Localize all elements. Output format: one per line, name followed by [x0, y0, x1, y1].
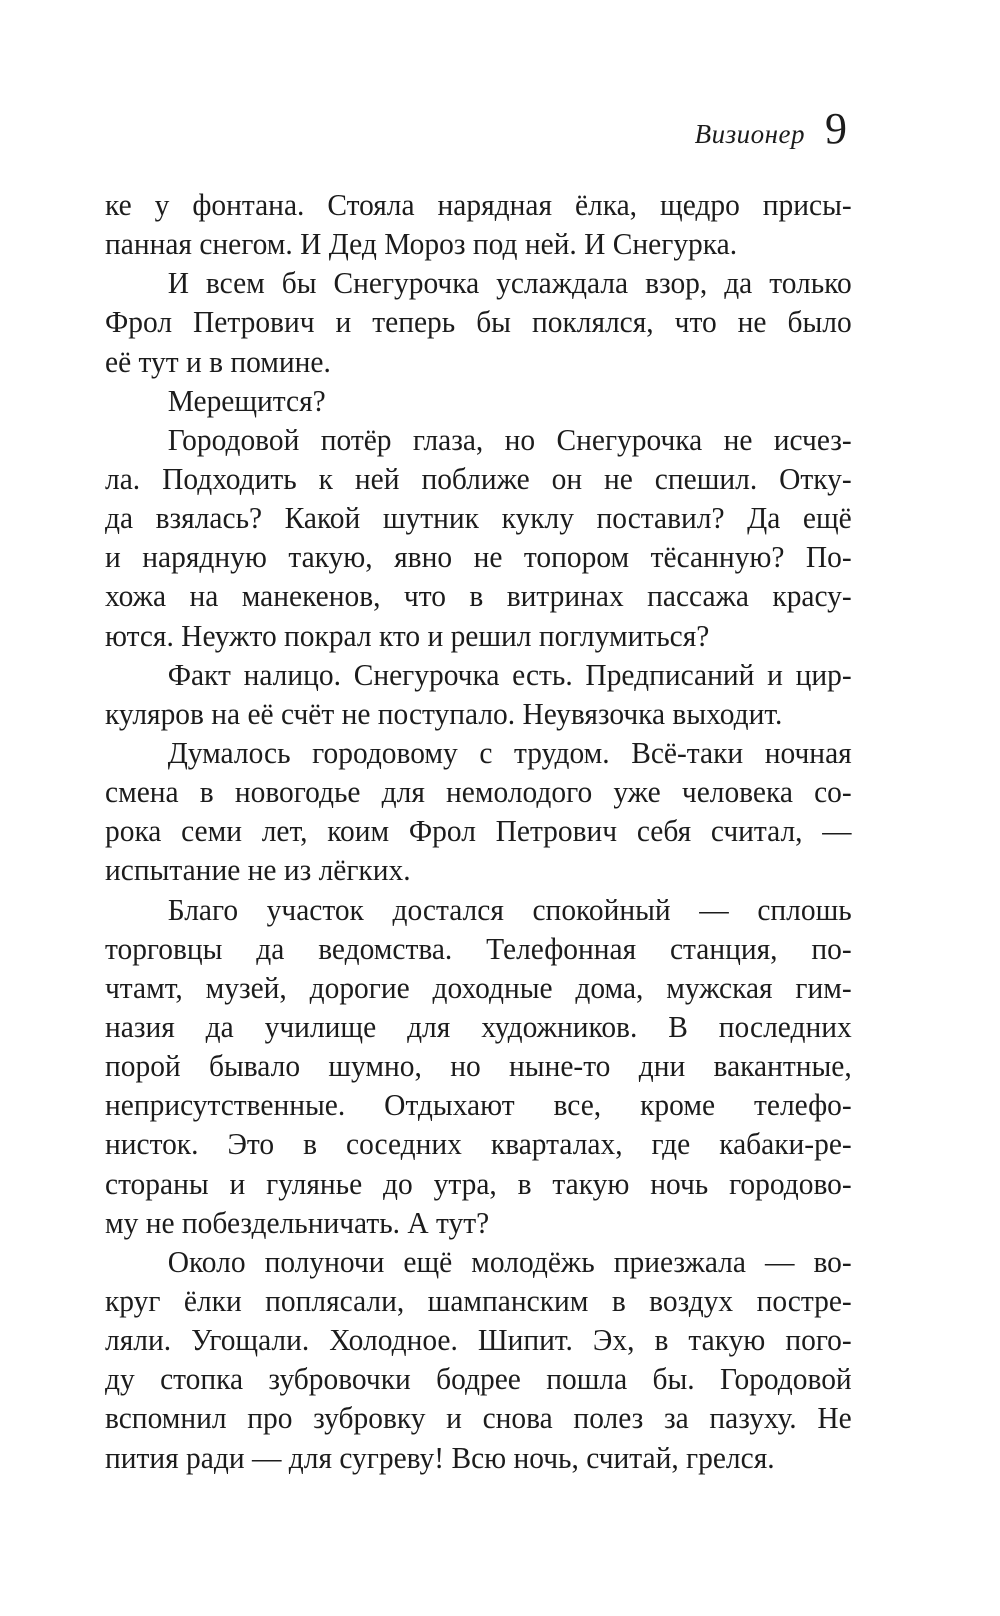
text-line: Около полуночи ещё молодёжь приезжала — во-	[167, 1243, 852, 1279]
text-line: торговцы да ведомства. Телефонная станция, по-	[105, 930, 852, 966]
page-number: 9	[825, 104, 847, 153]
text-line: пития ради — для сугреву! Всю ночь, считай, грелся.	[105, 1439, 775, 1475]
text-line: смена в новогодье для немолодого уже человека со-	[105, 774, 852, 810]
text-line: му не побездельничать. А тут?	[105, 1204, 490, 1240]
text-line: ду стопка зубровочки бодрее пошла бы. Городовой	[105, 1361, 852, 1397]
running-title: Визионер	[694, 119, 805, 149]
body-text	[105, 185, 852, 1477]
text-line: да взялась? Какой шутник куклу поставил? Да ещё	[105, 500, 852, 536]
text-line: нисток. Это в соседних кварталах, где кабаки-ре-	[105, 1126, 852, 1162]
text-line: ке у фонтана. Стояла нарядная ёлка, щедро присы-	[105, 187, 852, 222]
text-line: Благо участок достался спокойный — сплошь	[167, 891, 852, 927]
text-line: Городовой потёр глаза, но Снегурочка не исчез-	[167, 421, 852, 457]
text-line: неприсутственные. Отдыхают все, кроме телефо-	[105, 1087, 852, 1123]
text-line: Думалось городовому с трудом. Всё-таки ночная	[167, 734, 852, 770]
text-line: назия да училище для художников. В последних	[105, 1008, 852, 1044]
text-line: Факт налицо. Снегурочка есть. Предписаний и цир-	[167, 656, 852, 692]
text-line: чтамт, музей, дорогие доходные дома, мужская гим-	[105, 969, 852, 1005]
text-line: её тут и в помине.	[105, 343, 331, 379]
text-line: Фрол Петрович и теперь бы поклялся, что не было	[105, 304, 852, 340]
text-line: порой бывало шумно, но ныне-то дни вакантные,	[105, 1048, 852, 1084]
text-line: хожа на манекенов, что в витринах пассажа красу-	[105, 578, 852, 614]
text-line: И всем бы Снегурочка услаждала взор, да только	[167, 265, 852, 301]
text-line: стораны и гулянье до утра, в такую ночь городово-	[105, 1165, 852, 1201]
text-line: Мерещится?	[167, 382, 326, 418]
text-line: и нарядную такую, явно не топором тёсанную? По-	[105, 539, 852, 575]
page-header	[694, 104, 847, 153]
text-line: ла. Подходить к ней поближе он не спешил. Отку-	[105, 460, 852, 496]
text-line: круг ёлки поплясали, шампанским в воздух постре-	[105, 1282, 852, 1318]
text-line: вспомнил про зубровку и снова полез за пазуху. Не	[105, 1400, 852, 1436]
text-line: рока семи лет, коим Фрол Петрович себя считал, —	[105, 813, 852, 849]
text-line: ются. Неужто покрал кто и решил поглумиться?	[105, 617, 710, 653]
text-line: испытание не из лёгких.	[105, 852, 411, 888]
text-line: ляли. Угощали. Холодное. Шипит. Эх, в такую пого-	[105, 1322, 852, 1358]
text-line: куляров на её счёт не поступало. Неувязочка выходит.	[105, 695, 783, 731]
text-line: панная снегом. И Дед Мороз под ней. И Снегурка.	[105, 226, 738, 262]
